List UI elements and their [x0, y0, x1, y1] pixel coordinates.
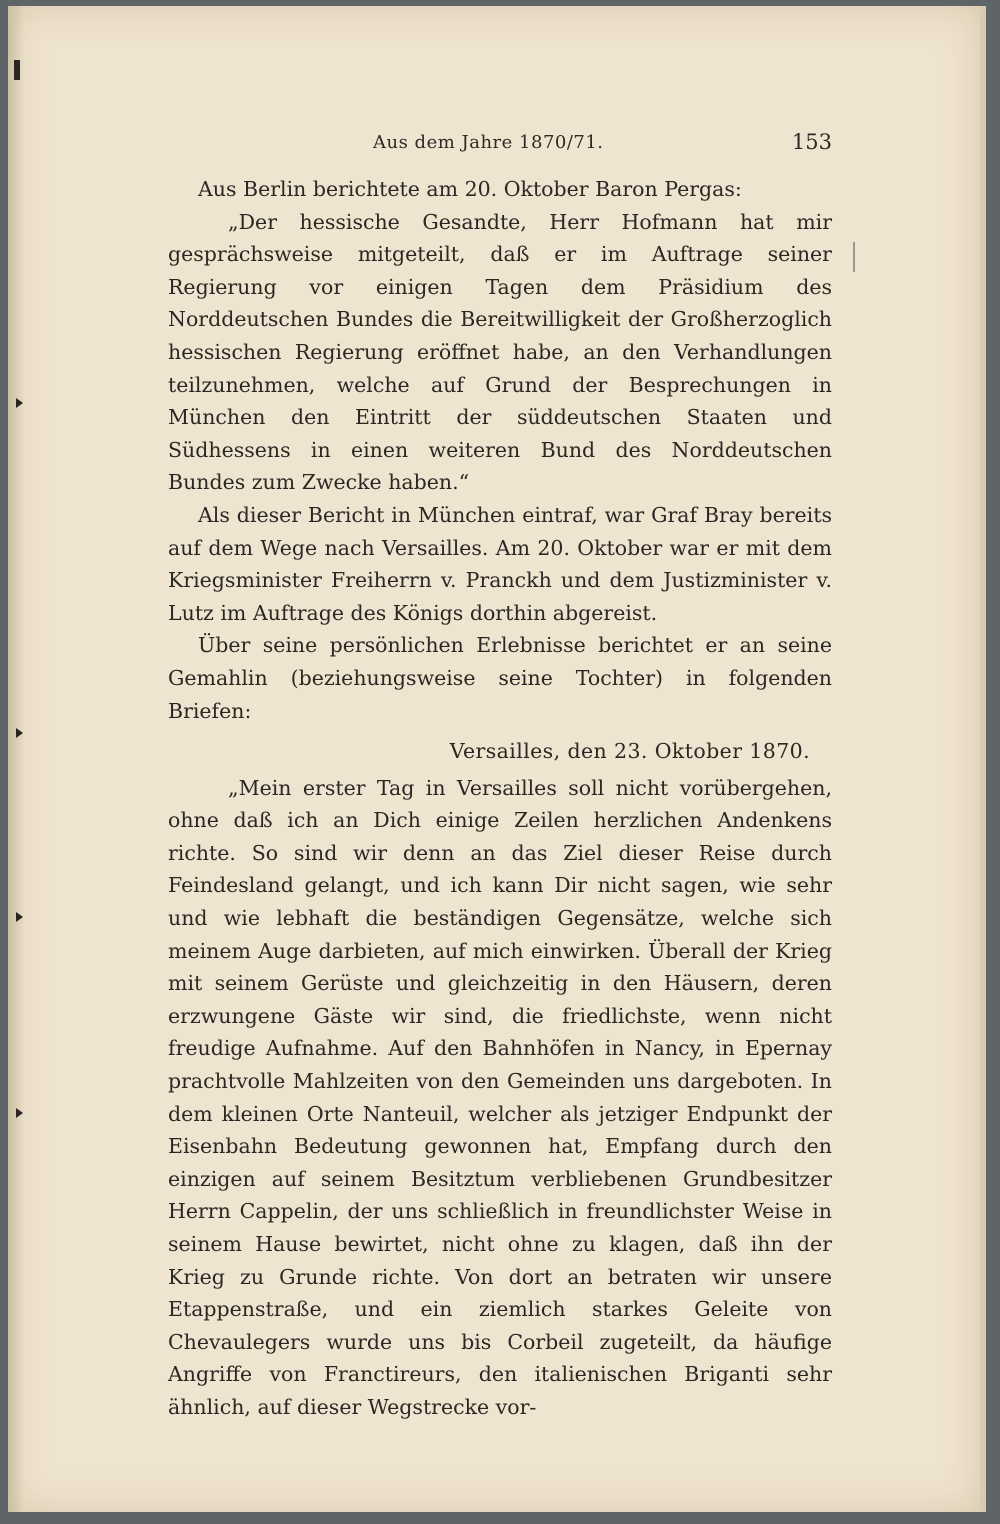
paragraph: Über seine persönlichen Erlebnisse berichtet er an seine Gemahlin (beziehungsweise seine Tochter) in folgenden Briefen: [168, 633, 832, 723]
margin-marker [16, 1108, 23, 1118]
binding-tab [14, 60, 20, 80]
margin-marker [16, 398, 23, 408]
body-text [168, 173, 832, 1424]
quotation-paragraph: „Der hessische Gesandte, Herr Hofmann hat mir gesprächsweise mitgeteilt, daß er im Auftrage seiner Regierung vor einigen Tagen dem Präsidium des Norddeutschen Bundes die Bereitwilligkeit der Großherzoglich hessischen Regierung eröffnet habe, an den Verhandlungen teilzunehmen, welche auf Grund der Besprechungen in München den Eintritt der süddeutschen Staaten und Südhessens in einen weiteren Bund des Norddeutschen Bundes zum Zwecke haben.“ [168, 209, 832, 495]
paragraph: Als dieser Bericht in München eintraf, war Graf Bray bereits auf dem Wege nach Versailles. Am 20. Oktober war er mit dem Kriegsminister Freiherrn v. Pranckh und dem Justizminister v. Lutz im Auftrage des Königs dorthin abgereist. [168, 502, 832, 625]
letter-paragraph: „Mein erster Tag in Versailles soll nicht vorübergehen, ohne daß ich an Dich einige Zeilen herzlichen Andenkens richte. So sind wir denn an das Ziel dieser Reise durch Feindesland gelangt, und ich kann Dir nicht sagen, wie sehr und wie lebhaft die beständigen Gegensätze, welche sich meinem Auge darbieten, auf mich einwirken. Überall der Krieg mit seinem Gerüste und gleichzeitig in den Häusern, deren erzwungene Gäste wir sind, die friedlichste, wenn nicht freudige Aufnahme. Auf den Bahnhöfen in Nancy, in Epernay prachtvolle Mahlzeiten von den Gemeinden uns dargeboten. In dem kleinen Orte Nanteuil, welcher als jetziger Endpunkt der Eisenbahn Bedeutung gewonnen hat, Empfang durch den einzigen auf seinem Besitztum verbliebenen Grundbesitzer Herrn Cappelin, der uns schließlich in freundlichster Weise in seinem Hause bewirtet, nicht ohne zu klagen, daß ihn der Krieg zu Grunde richte. Von dort an betraten wir unsere Etappenstraße, und ein ziemlich starkes Geleite von Chevaulegers wurde uns bis Corbeil zugeteilt, da häufige Angriffe von Franctireurs, den italienischen Briganti sehr ähnlich, auf dieser Wegstrecke vor- [168, 775, 832, 1419]
pencil-mark [853, 242, 855, 272]
page-header [168, 128, 832, 160]
paragraph: Aus Berlin berichtete am 20. Oktober Baron Pergas: [198, 177, 742, 201]
letter-dateline: Versailles, den 23. Oktober 1870. [449, 739, 810, 764]
page-number: 153 [791, 130, 832, 154]
running-head: Aus dem Jahre 1870/71. [373, 132, 604, 153]
margin-marker [16, 912, 23, 922]
margin-marker [16, 728, 23, 738]
page-gutter [8, 6, 24, 1512]
